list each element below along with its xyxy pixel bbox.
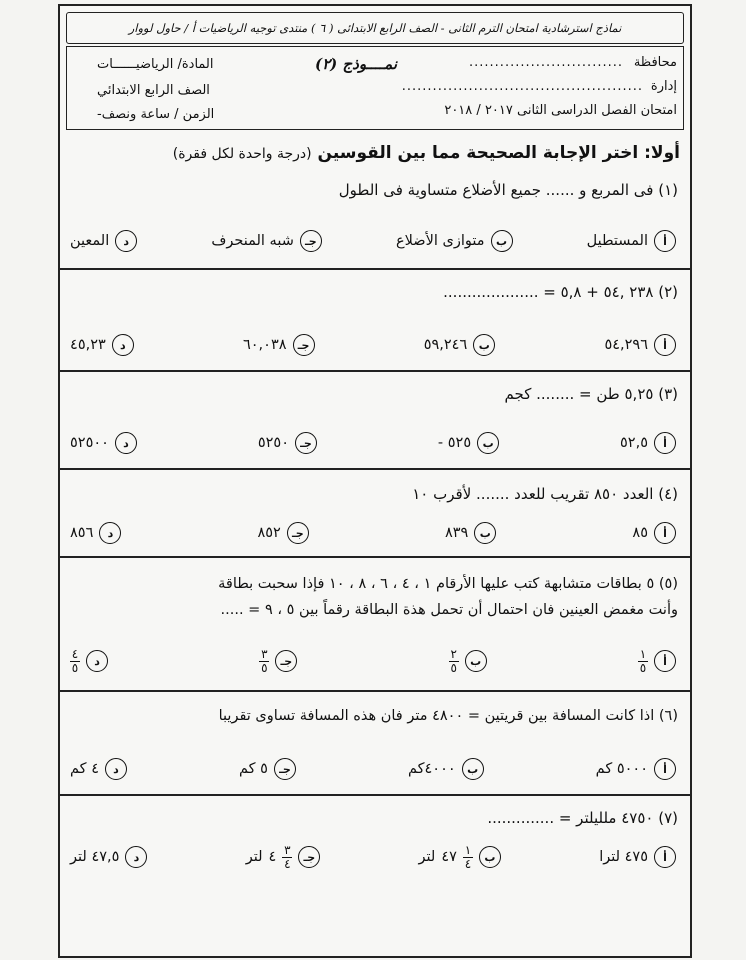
option-a[interactable] [638,646,676,675]
header-banner: نماذج استرشادية امتحان الترم الثانى - الصف الرابع الابتدائى ( ٦ ) منتدى توجيه الرياضيات أ / حاول لووار [66,12,684,44]
question-4-options [70,520,676,546]
fraction [70,646,80,675]
option-marker: أ [654,230,676,252]
fraction [638,646,648,675]
option-b[interactable] [438,432,499,454]
option-marker: د [86,650,108,672]
option-text: ٥٢,٥ [620,435,648,451]
option-marker: ب [473,334,495,356]
question-7-options [70,844,676,870]
question-5 [72,572,678,622]
question-text: (٢) ٢٣٨ ,٥٤ + ٥,٨ = .................... [443,283,678,301]
governorate-label: محافظة [633,55,677,70]
numerator: ٣ [261,646,268,661]
option-d[interactable] [70,758,127,780]
governorate-dots: .............................. [469,55,623,70]
numerator: ٢ [450,646,457,661]
divider [60,370,690,372]
section-title-text: أولا: اختر الإجابة الصحيحة مما بين القوسين [317,143,680,163]
option-marker: أ [654,334,676,356]
option-marker: ب [477,432,499,454]
option-d[interactable] [70,334,134,356]
option-d[interactable] [70,522,121,544]
option-marker: د [99,522,121,544]
option-text: ٤٥,٢٣ [70,337,106,353]
option-marker: جـ [295,432,317,454]
option-marker: د [115,230,137,252]
question-2 [72,280,678,304]
option-marker: ب [474,522,496,544]
question-2-options [70,332,676,358]
question-5-options [70,648,676,674]
option-text: المعين [70,233,110,249]
option-marker: أ [654,758,676,780]
exam-header [66,46,684,130]
denominator: ٤ [464,856,472,871]
question-7 [72,806,678,830]
option-marker: ب [479,846,501,868]
numerator: ١ [464,842,472,857]
option-text: ٨٣٩ [444,525,469,541]
option-text: ٥٤,٢٩٦ [604,337,648,353]
option-marker: د [125,846,147,868]
divider [60,794,690,796]
option-marker: ب [491,230,513,252]
option-text: ٥٢٥ - [437,435,472,451]
option-text: ٤٧,٥ لتر [70,849,120,865]
option-b[interactable] [418,842,501,871]
numerator: ٣ [284,842,291,857]
option-b[interactable] [449,646,487,675]
fraction [259,646,269,675]
option-marker: جـ [293,334,315,356]
fraction [463,842,473,871]
option-marker: أ [654,650,676,672]
section-title [173,143,680,163]
option-a[interactable] [596,758,676,780]
option-c[interactable] [258,432,317,454]
option-text: ٨٥٦ [70,525,94,541]
option-text: ٥٠٠٠ كم [595,761,648,777]
option-text: ٨٥٢ [257,525,281,541]
divider [60,690,690,692]
fraction [449,646,459,675]
administration-label: إدارة [650,79,677,94]
option-text: ٤ كم [70,761,99,777]
option-text: ٥ كم [238,761,268,777]
question-6-options [70,756,676,782]
option-a[interactable] [604,334,676,356]
option-a[interactable] [632,522,676,544]
question-text: (٤) العدد ٨٥٠ تقريب للعدد ....... لأقرب ١٠ [412,485,678,503]
option-a[interactable] [599,846,676,868]
option-a[interactable] [620,432,676,454]
option-marker: أ [654,846,676,868]
option-c[interactable] [259,646,297,675]
numerator: ١ [639,646,647,661]
option-marker: أ [654,522,676,544]
exam-page [58,4,692,958]
option-marker: جـ [275,650,297,672]
question-text: (٦) اذا كانت المسافة بين قريتين = ٤٨٠٠ متر فان هذه المسافة تساوى تقريبا [218,708,678,724]
option-d[interactable] [70,846,147,868]
option-text: شبه المنحرف [211,233,294,249]
option-text: ٥٩,٢٤٦ [423,337,468,353]
question-6 [72,704,678,728]
option-d[interactable] [70,230,137,252]
whole-part: ٤ [268,849,277,865]
option-text: ٨٥ [632,525,648,541]
option-b[interactable] [408,758,484,780]
option-text: ٤٧٥ لترا [599,849,648,865]
option-d[interactable] [70,646,108,675]
option-marker: جـ [298,846,320,868]
question-text: (٥) ٥ بطاقات متشابهة كتب عليها الأرقام ١ ، ٤ ، ٦ ، ٨ ، ١٠ فإذا سحبت بطاقة [218,576,678,592]
option-marker: ب [462,758,484,780]
option-text: ٥٢٥٠٠ [70,435,109,451]
question-text-continued: وأنت مغمض العينين فان احتمال أن تحمل هذة البطاقة رقماً بين ٥ ، ٩ = ..... [220,602,678,618]
divider [60,556,690,558]
question-text: (٣) ٥,٢٥ طن = ........ كجم [504,385,678,403]
numerator: ٤ [71,646,79,661]
option-marker: ب [465,650,487,672]
model-label: نمــــوذج (٢) [315,55,398,73]
option-text: المستطيل [586,233,648,249]
option-b[interactable] [445,522,496,544]
question-1-options [70,228,676,254]
subject-label: المادة/ الرياضيــــــات [97,57,214,72]
unit: لتر [245,849,263,865]
section-note: (درجة واحدة لكل فقرة) [172,146,312,162]
question-text: (٧) ٤٧٥٠ ملليلتر = .............. [487,809,678,827]
option-c[interactable] [245,842,321,871]
grade-label: الصف الرابع الابتدائي [97,83,210,98]
option-marker: د [112,334,134,356]
option-b[interactable] [424,334,496,356]
option-d[interactable] [70,432,137,454]
option-text: متوازى الأضلاع [395,233,485,249]
option-b[interactable] [396,230,513,252]
denominator: ٥ [639,660,647,675]
exam-title: امتحان الفصل الدراسى الثانى ٢٠١٧ / ٢٠١٨ [444,103,677,118]
option-c[interactable] [211,230,322,252]
denominator: ٥ [261,660,268,675]
option-c[interactable] [257,522,308,544]
option-marker: أ [654,432,676,454]
denominator: ٤ [284,856,291,871]
denominator: ٥ [450,660,457,675]
option-a[interactable] [587,230,676,252]
option-text: ٥٢٥٠ [257,435,290,451]
question-4 [72,482,678,506]
whole-part: ٤٧ [441,849,457,865]
denominator: ٥ [71,660,79,675]
option-c[interactable] [243,334,315,356]
option-marker: د [115,432,137,454]
option-text: ٤٠٠٠كم [407,761,456,777]
fraction [282,842,292,871]
option-marker: د [105,758,127,780]
option-marker: جـ [274,758,296,780]
option-marker: جـ [287,522,309,544]
question-3-options [70,430,676,456]
option-marker: جـ [300,230,322,252]
divider [60,268,690,270]
question-3 [72,382,678,406]
administration-dots: ............................................... [401,79,643,94]
unit: لتر [418,849,436,865]
question-text: (١) فى المربع و ...... جميع الأضلاع متساوية فى الطول [338,181,678,199]
option-c[interactable] [239,758,296,780]
question-1 [72,178,678,202]
time-label: الزمن / ساعة ونصف- [97,107,215,122]
divider [60,468,690,470]
option-text: ٦٠,٠٣٨ [242,337,287,353]
